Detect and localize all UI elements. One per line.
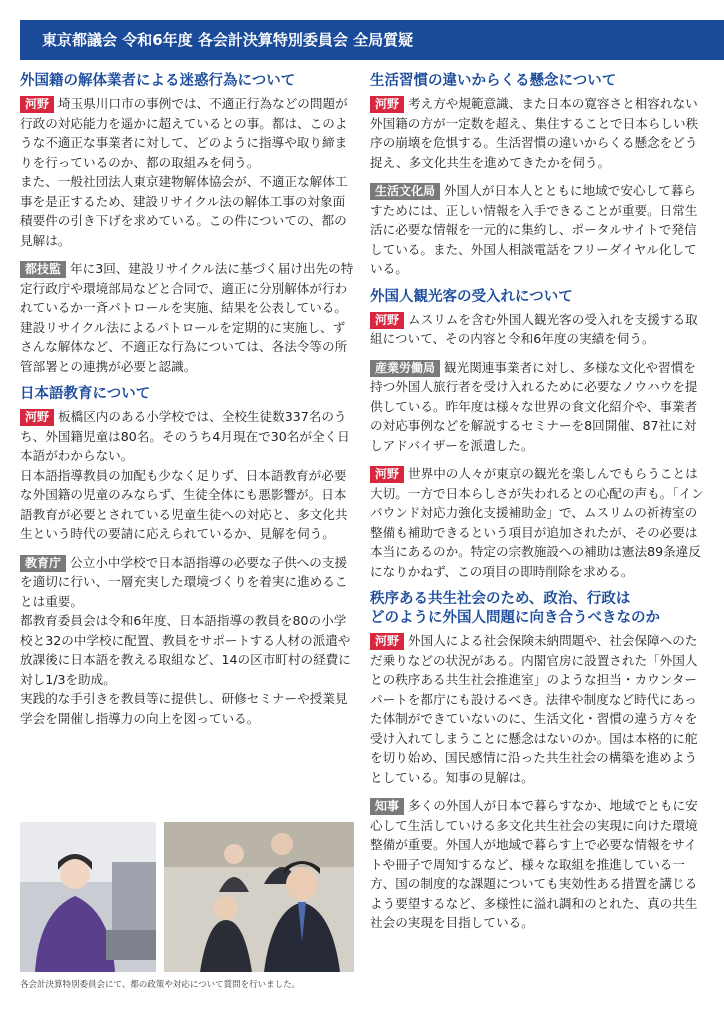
questioner-tag: 河野 bbox=[370, 633, 404, 650]
section-title-lifestyle: 生活習慣の違いからくる懸念について bbox=[370, 73, 617, 89]
section-title-japanese-education: 日本語教育について bbox=[20, 386, 151, 402]
question-text: 考え方や規範意識、また日本の寛容さと相容れない外国籍の方が一定数を超え、集住することで日本らしい秩序の崩壊を危惧する。生活習慣の違いからくる懸念をどう捉え、多文化共生を進めてきたかを伺う。 bbox=[370, 96, 699, 170]
answerer-tag: 教育庁 bbox=[20, 555, 66, 572]
answer-japanese-education bbox=[20, 553, 354, 729]
header-banner bbox=[20, 20, 724, 60]
answer-text: 年に3回、建設リサイクル法に基づく届け出先の特定行政庁や環境部局などと合同で、適正に分別解体が行われているか一斉パトロールを実施、結果を公表している。 bbox=[20, 261, 354, 315]
answer-coexistence bbox=[370, 796, 706, 933]
section-title-demolition: 外国籍の解体業者による迷惑行為について bbox=[20, 73, 296, 89]
question-text: 日本語指導教員の加配も少なく足りず、日本語教育が必要な外国籍の児童のみならず、生徒全体にも悪影響が。日本語教育が必要とされている児童生徒への対応と、多文化共生という時代の要請に応えられているか、見解を伺う。 bbox=[20, 467, 348, 541]
answer-tourists bbox=[370, 358, 706, 456]
page-title: 東京都議会 令和6年度 各会計決算特別委員会 全局質疑 bbox=[42, 31, 414, 49]
questioner-tag: 河野 bbox=[20, 96, 54, 113]
question-coexistence bbox=[370, 631, 706, 787]
questioner-tag: 河野 bbox=[370, 312, 404, 329]
photo-illustration bbox=[20, 822, 156, 972]
answerer-tag: 知事 bbox=[370, 798, 404, 815]
answerer-tag: 都技監 bbox=[20, 261, 66, 278]
answer-demolition bbox=[20, 259, 354, 376]
question-demolition bbox=[20, 94, 354, 250]
question-text: 世界中の人々が東京の観光を楽しんでもらうことは大切。一方で日本らしさが失われるとの心配の声も。「インバウンド対応力強化支援補助金」で、ムスリムの祈祷室の整備も補助できるという項目が追加されたが、その必要は本当にあるのか。特定の宗教施設への補助は憲法89条違反になりかねず、この項目の即時削除を求める。 bbox=[370, 466, 704, 579]
committee-photo-governor bbox=[20, 822, 156, 972]
questioner-tag: 河野 bbox=[20, 409, 54, 426]
answer-lifestyle bbox=[370, 181, 706, 279]
question-text: ムスリムを含む外国人観光客の受入れを支援する取組について、その内容と令和6年度の実績を伺う。 bbox=[370, 311, 698, 346]
answer-text: 公立小中学校で日本語指導の必要な子供への支援を適切に行い、一層充実した環境づくりを着実に進めることは重要。 bbox=[20, 554, 348, 609]
photo-caption: 各会計決算特別委員会にて、都の政策や対応について質問を行いました。 bbox=[20, 980, 301, 990]
left-column bbox=[20, 72, 354, 737]
photo-illustration bbox=[164, 822, 354, 972]
question-tourists bbox=[370, 310, 706, 349]
question-japanese-education bbox=[20, 407, 354, 544]
question-lifestyle bbox=[370, 94, 706, 172]
section-title-line: どのように外国人問題に向き合うべきなのか bbox=[370, 610, 660, 626]
question-text: 板橋区内のある小学校では、全校生徒数337名のうち、外国籍児童は80名。そのうち4月現在で30名が全く日本語がわからない。 bbox=[20, 409, 350, 463]
questioner-tag: 河野 bbox=[370, 466, 404, 483]
question-text: 外国人による社会保険未納問題や、社会保障へのただ乗りなどの状況がある。内閣官房に設置された「外国人との秩序ある共生社会推進室」のような担当・カウンターパートを都庁にも設けるべき。法律や制度など時代にあった体制ができていないのに、生活文化・習慣の違う方々を受け入れてしまうことに懸念はないのか。国は本格的に舵を切り始め、国民感情に沿った共生社会の構築を進めようとしている。知事の見解は。 bbox=[370, 633, 698, 785]
answerer-tag: 産業労働局 bbox=[370, 360, 440, 377]
answer-text: 建設リサイクル法によるパトロールを定期的に実施し、ずさんな解体など、不適正な行為については、各法令等の所管部署との連携が必要と認識。 bbox=[20, 319, 348, 374]
answer-text: 都教育委員会は令和6年度、日本語指導の教員を80の小学校と32の中学校に配置、教員をサポートする人材の派遣や放課後に日本語を教える取組など、14の区市町村の経費に対し1/3を助成。 bbox=[20, 613, 351, 687]
answer-text: 観光関連事業者に対し、多様な文化や習慣を持つ外国人旅行者を受け入れるために必要なノウハウを提供している。昨年度は様々な世界の食文化紹介や、事業者の対応事例などを解説するセミナーを8回開催、87社に対しアドバイザーを派遣した。 bbox=[370, 359, 698, 453]
section-title-coexistence bbox=[370, 590, 706, 628]
right-column bbox=[370, 72, 706, 942]
answerer-tag: 生活文化局 bbox=[370, 183, 440, 200]
photo-strip bbox=[20, 822, 354, 972]
question-text: 埼玉県川口市の事例では、不適正行為などの問題が行政の対応能力を遥かに超えているとの事。都は、このような不適正な事業者に対して、どのように指導や取り締まりを行っているのか、都の取組みを伺う。 bbox=[20, 96, 348, 170]
answer-text: 実践的な手引きを教員等に提供し、研修セミナーや授業見学会を開催し指導力の向上を図っている。 bbox=[20, 691, 348, 726]
questioner-tag: 河野 bbox=[370, 96, 404, 113]
answer-text: 多くの外国人が日本で暮らすなか、地域でともに安心して生活していける多文化共生社会の実現に向けた環境整備が重要。外国人が地域で暮らす上で必要な情報をサイトや冊子で周知するなど、様々な取組を推進している一方、国の制度的な課題についても実効性ある措置を講じるよう要望するなど、多様性に溢れ調和のとれた、真の共生社会の実現を目指している。 bbox=[370, 798, 698, 930]
question-text: また、一般社団法人東京建物解体協会が、不適正な解体工事を是正するため、建設リサイクル法の解体工事の対象面積要件の引き下げを求めている。この件についての、都の見解は。 bbox=[20, 174, 348, 248]
committee-photo-questioner bbox=[164, 822, 354, 972]
question-tourists-followup bbox=[370, 464, 706, 581]
answer-text: 外国人が日本人とともに地域で安心して暮らすためには、正しい情報を入手できることが重要。日常生活に必要な情報を一元的に集約し、ポータルサイトで発信している。また、外国人相談電話をフリーダイヤル化している。 bbox=[370, 183, 698, 276]
section-title-line: 秩序ある共生社会のため、政治、行政は bbox=[370, 591, 631, 607]
section-title-tourists: 外国人観光客の受入れについて bbox=[370, 288, 573, 305]
